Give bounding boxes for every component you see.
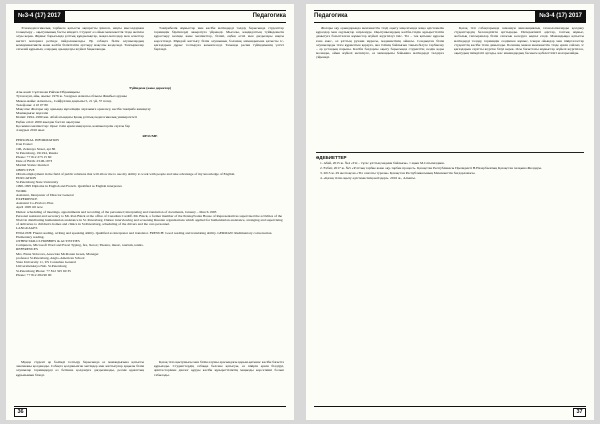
page-number: 37 [573, 408, 586, 417]
body-column-1 [316, 26, 444, 148]
resume-section-heading: OTHER SKILLS HOBBIES & ACTIVITIES [16, 239, 80, 244]
reference-item: 3. 2015 ж. 29 желтоқсан «Тіл саясаты туралы» Қазақстан Республикасының Мемлекеттік бағдарламасы. [320, 171, 476, 176]
form-line: Білімі: 1994–1999 жж. Абай атындағы Қазақ ұлттық педагогикалық университеті [16, 115, 137, 120]
form-lines [16, 90, 284, 132]
page-footer-right [314, 406, 586, 416]
resume-line: Duties: scheduling of meetings, appointments and recording of the personnel; interpreting and translation of documents, January – March 1993 [16, 209, 217, 214]
resume-line: Mrs. Elena Sidorova, Associate Mr.Ronen Green, Manager [16, 251, 99, 256]
intro-paragraph: Тәжірибелік жұмыстар мен кәсіби мәтіндерді талдау барысында студенттер терминдік бірліктерді ажыратуға үйренеді. Мысалы, кандидаттың түйіндемесін құрастыру кезінде жеке мәліметтер, білімі, еңбек өтілі мен дағдылары нақты көрсетіледі. Мұндай жаттығу білім алушының болашақ мамандығына қатысты іс-қағаздарын дұрыс толтыруға көмектеседі. Төменде ресми түйіндеменің үлгісі беріледі. [154, 26, 284, 52]
resume-line: State University 11, US Consulate General [16, 260, 76, 265]
resume-line: Obtain employment in the field of public relations that will allow me to use my ability to work with people and take advantage of my knowledge of English. [16, 171, 236, 176]
reference-item: 4. «Қазақ тілін оқыту әдістемесінің негіздері». 2016 ж., Алматы. [320, 176, 416, 181]
resume-section-heading: PERSONAL INFORMATION [16, 138, 59, 143]
form-line: Мекен-жайы: Алматы қ., Сейфуллин даңғылы 5, 21 үй, 37 пәтер [16, 98, 112, 103]
page-footer-left [14, 406, 286, 416]
issue-tag: №3-4 (17) 2017 [14, 11, 65, 22]
section-title: Педагогика [314, 13, 348, 19]
form-line: Аты-жөні: Сұлтанова Райхан Ибраимқызы [16, 90, 80, 95]
page-number: 36 [14, 408, 27, 417]
resume-line: Phone: +7 812 284 90 00 [16, 272, 52, 277]
form-line: Телефоны: 4 10 07 80 [16, 102, 48, 107]
left-page [6, 4, 294, 420]
form-line: Қосымша мәліметтер: Орыс тілін еркін меңгерген, компьютерлік сауаты бар [16, 123, 131, 128]
intro-column-2 [154, 26, 284, 84]
outro-column-1 [16, 360, 144, 404]
outro-column-2 [154, 360, 284, 404]
resume-line: Phone: +7 812 273 15 60 [16, 155, 52, 160]
resume-line: Assistant Co-Pavlovo Plus [16, 201, 54, 206]
references-block [316, 150, 584, 210]
form-line: Мамандығы: мұғалім [16, 111, 48, 116]
form-title: Түйіндеме (жеке деректер) [128, 86, 172, 90]
resume-line: April 1995 till now [16, 205, 43, 210]
form-line: Мақсаты: Жоғары оқу орнында мұғалімдік лауазымға орналасу, кәсіби тәжірибе жинақтау [16, 107, 151, 112]
form-line: 4 наурыз 2016 жыл [16, 128, 45, 132]
resume-line: EXPERIENCE [16, 197, 38, 202]
resume-section-heading: OBJECTIVE [16, 167, 35, 172]
resume-line: St.Petersburg Phone: +7 812 325 60 35 [16, 268, 71, 273]
body-column-2 [454, 26, 584, 148]
reference-item: 2. Ғабит, 2017 ж. №5 «Ұлттық тәрбие және оқу-тәрбие процесі». Қазақстан Республикасы Президенті Н.Назарбаевтың Қазақстан халқына Жолдауы. [320, 165, 542, 170]
intro-paragraph: Этнопедагогикалық тәрбиеге қатысты ақпаратты іріктеп, нақты мысалдармен толықтыру – оқытушының басты міндеті. Студент өз ойын мемлекеттік тілде жеткізе алуы керек. Жұмыс барысында ұлттық құндылықтар, мақал-мәтелдер мен өсиеттер негізгі материал ретінде пайдаланылады. Әр сабақта білім алушылардың коммуникативтік және кәсіби біліктілігін арттыру мақсаты көзделеді. Тапсырмалар сатылай құрылып, олардың орындалуы жүйелі бақыланады. [16, 26, 144, 52]
body-paragraph: Жоғары оқу орындарында мемлекеттік тілді оқыту мақсатында жаңа әдістемелік құралдар мен оқулықтар әзірленуде. Оқытушылардың кәсіби-тілдік құзыреттілігін дамытуға бағытталған жұмыстар жүйелі жүргізілуі тиіс. Тіл – тек қатынас құралы ғана емес, ол ұлттың рухани мұрасы, мәдениетінің айнасы. Сондықтан білім алушыларды тілге құрметпен қарауға, ана тілінің байлығын танып-білуге тәрбиелеу – әр ұстаздың парызы. Кәсіби бағдарлы оқыту барысында студенттің сөздік қоры молаяды, ойын жүйелі жеткізуге, өз мамандығы бойынша мәтіндерді талдауға үйренеді. [316, 26, 444, 60]
references-list [316, 161, 584, 181]
resume-line: Universitetskaya Nab. St.Petersburg [16, 264, 67, 269]
intro-column-1 [16, 26, 144, 84]
form-block [16, 86, 284, 132]
resume-title: RESUME [142, 134, 158, 138]
resume-line: ENGLISH: Fluent reading, writing and speaking ability. Qualified as interpreter and translator. FRENCH: Good reading and translating ability. GERMAN: Rudimentary conversation. Elementary reading. [16, 230, 273, 239]
resume-line: 196, Zelenaya Street, apt 86 [16, 146, 56, 151]
resume-line: professor St.Petersburg, Anglo-American School [16, 255, 85, 260]
resume-section-heading: REFERENCES [16, 247, 38, 252]
resume-sections [16, 138, 284, 277]
body-paragraph: Қазақ тілі сабақтарында заманауи инновациялық технологияларды қолдану студенттердің белсенділігін арттырады. Интерактивті әдістер, топтық жұмыс, жобалық тапсырмалар білім сапасын көтеруге ықпал етеді. Мамандыққа қатысты мәтіндерді талдау, терминдік сөздікпен жұмыс, іскери ойындар мен пікірталастар студенттің кәсіби тілін дамытады. Болашақ маман мемлекеттік тілде еркін сөйлеп, іс қағаздарын сауатты жүргізе білуі керек. Осы бағыттағы жұмыстар жүйелі жүргізілсе, оқытудың тиімділігі артады, жас мамандардың бәсекеге қабілеттілігі жоғарылайды. [454, 26, 584, 56]
resume-section-heading: EDUCATION [16, 176, 37, 181]
references-heading: ӘДЕБИЕТТЕР [316, 154, 347, 160]
resume-line: St Petersburg, 191194, Russia [16, 150, 58, 155]
references-divider [316, 152, 584, 153]
reference-item: 1. Абай, 2015 ж. №4 «Тіл – тұтас ұлттың мәдени байлығы» // ақын М.Сатыпалдиев. [320, 160, 445, 165]
resume-line: Assistant, Interpreter of Director General [16, 192, 74, 197]
resume-section-heading: WORK [16, 188, 27, 193]
form-line: Еңбек өтілі: 2000 жылдан бастап оқытушы [16, 119, 80, 124]
resume-line: St.Petersburg State University [16, 180, 59, 185]
resume-line: Marital Status: married [16, 163, 49, 168]
section-title: Педагогика [252, 13, 286, 19]
issue-tag: №3-4 (17) 2017 [535, 11, 586, 22]
resume-line: Date of Birth: 23.06.1973 [16, 159, 53, 164]
page-header-left [14, 10, 286, 23]
resume-line: 1990-1995 Diploma in English and French. Qualified as English interpreter. [16, 184, 123, 189]
resume-line: Personal assistant and secretary to Mr. Ron Black at the office of Canadian Cardiff. Mr. Black, a former member of the Pennsylvania House of Representatives supervised the activities of the NGO in distributing humanitarian assistance in St. Petersburg. Duties: interviewing and screening Russian organizations which applied for humanitarian assistance, arranging and supervising of deliveries to children's homes and clinics in St.Petersburg, scheduling of the drivers and the cars personnel. [16, 213, 283, 227]
resume-block [16, 134, 284, 357]
right-page [306, 4, 594, 420]
outro-paragraph: Мұнда студент әр бөлімді толтыру барысында өз мамандығына қатысты лексиканы қолданады. Сабақта қолданылған мәтіндер мен жаттығулар арқылы білім алушылар терминдерді өз бетінше қолдануға дағдыланады, ресми құжаттың құрылымын біледі. [16, 360, 144, 377]
resume-line: Ivan Ivanov [16, 142, 33, 147]
outro-paragraph: Қазақ тілі оқытушысы мен білім алушы арасындағы қарым-қатынас кәсіби бағытта құрылады. Студенттердің сабаққа белсене қатысуы, өз пікірін еркін білдіруі, әріптестерімен диалог құруы кәсіби құзыреттіліктің маңызды көрсеткіші болып табылады. [154, 360, 284, 377]
form-line: Туған күні, айы, жылы: 1976 ж. 3 наурыз Алматы облысы Жамбыл ауданы [16, 94, 127, 99]
resume-line: Computers, Microsoft Word and Excel Typing, fax, Xerox; Theatre, music, tourism, tennis. [16, 243, 144, 248]
resume-section-heading: LANGUAGES [16, 226, 38, 231]
page-header-right [314, 10, 586, 23]
